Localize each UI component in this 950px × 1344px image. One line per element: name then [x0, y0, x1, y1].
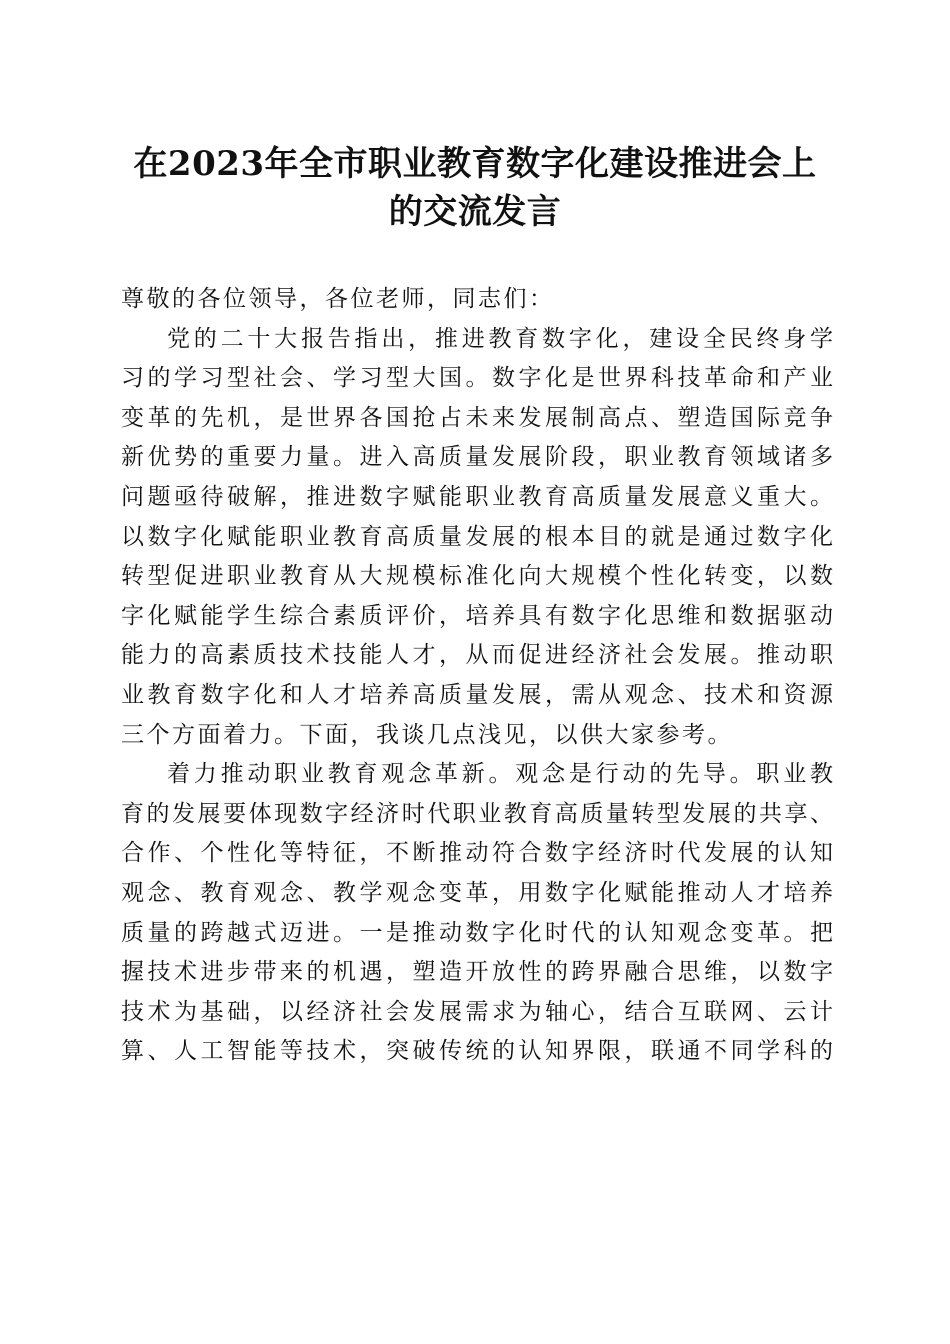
paragraph-line: 新优势的重要力量。进入高质量发展阶段，职业教育领域诸多: [121, 444, 833, 471]
salutation: 尊敬的各位领导，各位老师，同志们：: [121, 286, 555, 312]
paragraph-line: 育的发展要体现数字经济时代职业教育高质量转型发展的共享、: [121, 800, 833, 827]
paragraph-line: 转型促进职业教育从大规模标准化向大规模个性化转变，以数: [121, 563, 833, 590]
title-line-2: 的交流发言: [388, 192, 562, 232]
paragraph-line: 变革的先机，是世界各国抢占未来发展制高点、塑造国际竞争: [121, 404, 833, 431]
paragraph-line: 握技术进步带来的机遇，塑造开放性的跨界融合思维，以数字: [121, 959, 833, 986]
paragraph-line: 三个方面着力。下面，我谈几点浅见，以供大家参考。: [121, 721, 733, 748]
paragraph-line: 质量的跨越式迈进。一是推动数字化时代的认知观念变革。把: [121, 919, 833, 946]
paragraph-line: 问题亟待破解，推进数字赋能职业教育高质量发展意义重大。: [121, 483, 833, 510]
paragraph-line: 合作、个性化等特征，不断推动符合数字经济时代发展的认知: [121, 840, 833, 867]
paragraph-line: 党的二十大报告指出，推进教育数字化，建设全民终身学: [167, 325, 833, 352]
paragraph-1: [121, 320, 833, 756]
paragraph-line: 能力的高素质技术技能人才，从而促进经济社会发展。推动职: [121, 642, 833, 669]
title-line-1: 在2023年全市职业教育数字化建设推进会上: [133, 144, 817, 184]
paragraph-line: 算、人工智能等技术，突破传统的认知界限，联通不同学科的: [121, 1038, 833, 1065]
document-title: [100, 140, 850, 236]
paragraph-2: [121, 755, 833, 1072]
paragraph-line: 着力推动职业教育观念革新。观念是行动的先导。职业教: [167, 761, 833, 788]
paragraph-line: 习的学习型社会、学习型大国。数字化是世界科技革命和产业: [121, 365, 833, 392]
paragraph-line: 观念、教育观念、教学观念变革，用数字化赋能推动人才培养: [121, 879, 833, 906]
paragraph-line: 业教育数字化和人才培养高质量发展，需从观念、技术和资源: [121, 681, 833, 708]
paragraph-line: 字化赋能学生综合素质评价，培养具有数字化思维和数据驱动: [121, 602, 833, 629]
paragraph-line: 以数字化赋能职业教育高质量发展的根本目的就是通过数字化: [121, 523, 833, 550]
document-body: [121, 280, 833, 1072]
paragraph-line: 技术为基础，以经济社会发展需求为轴心，结合互联网、云计: [121, 998, 833, 1025]
